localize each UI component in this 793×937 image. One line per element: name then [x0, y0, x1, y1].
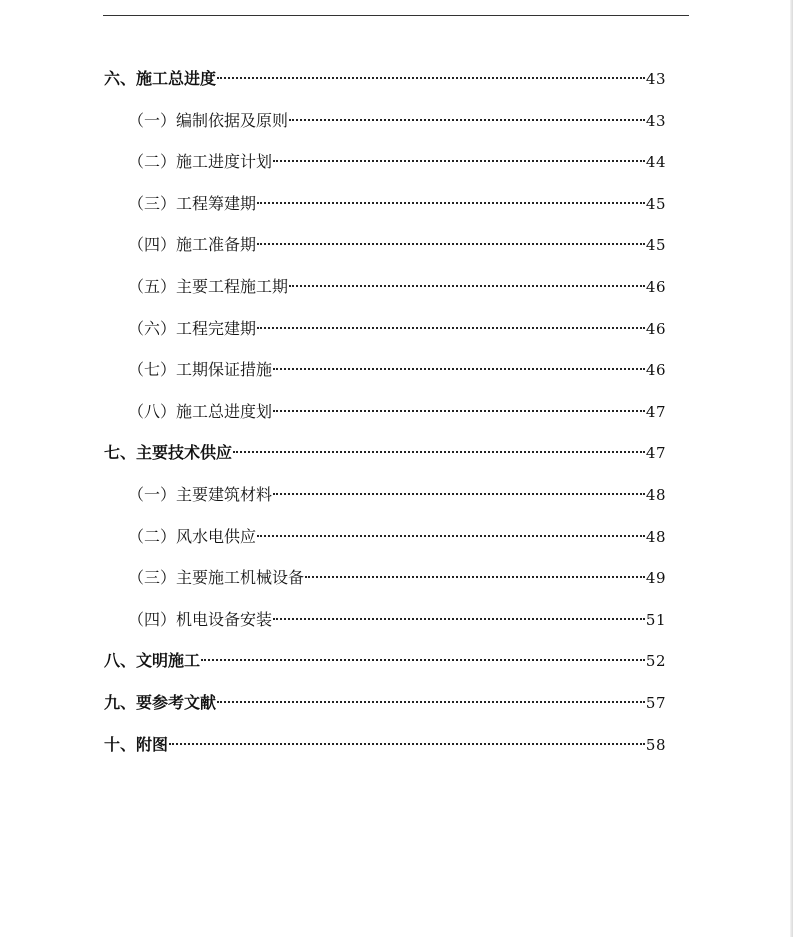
- toc-chapter-entry[interactable]: [104, 436, 666, 478]
- toc-section-entry[interactable]: [104, 187, 666, 229]
- toc-entry-label: （六）工程完建期: [128, 318, 257, 338]
- toc-section-entry[interactable]: [104, 145, 666, 187]
- toc-section-entry[interactable]: [104, 353, 666, 395]
- toc-section-entry[interactable]: [104, 520, 666, 562]
- toc-page-number: 48: [645, 527, 666, 546]
- toc-section-entry[interactable]: [104, 603, 666, 645]
- dot-leader: [289, 285, 645, 287]
- toc-page-number: 45: [645, 236, 666, 255]
- toc-page-number: 51: [645, 610, 666, 629]
- header-rule: [103, 15, 689, 16]
- dot-leader: [201, 659, 645, 661]
- toc-section-entry[interactable]: [104, 478, 666, 520]
- toc-page-number: 44: [645, 153, 666, 172]
- toc-section-entry[interactable]: [104, 395, 666, 437]
- toc-entry-label: （二）施工进度计划: [128, 152, 273, 172]
- toc-section-entry[interactable]: [104, 312, 666, 354]
- toc-chapter-entry[interactable]: [104, 686, 666, 728]
- dot-leader: [305, 576, 645, 578]
- toc-page-number: 45: [645, 194, 666, 213]
- dot-leader: [257, 202, 645, 204]
- toc-entry-label: 十、附图: [104, 734, 169, 754]
- toc-entry-label: （七）工期保证措施: [128, 360, 273, 380]
- toc-page-number: 43: [645, 111, 666, 130]
- toc-page-number: 47: [645, 444, 666, 463]
- dot-leader: [273, 618, 645, 620]
- toc-entry-label: （八）施工总进度划: [128, 401, 273, 421]
- dot-leader: [169, 743, 645, 745]
- dot-leader: [273, 493, 645, 495]
- toc-page-number: 49: [645, 569, 666, 588]
- toc-chapter-entry[interactable]: [104, 644, 666, 686]
- toc-entry-label: （一）主要建筑材料: [128, 484, 273, 504]
- dot-leader: [273, 410, 645, 412]
- dot-leader: [257, 327, 645, 329]
- toc-entry-label: （三）工程筹建期: [128, 193, 257, 213]
- toc-chapter-entry[interactable]: [104, 728, 666, 770]
- dot-leader: [273, 368, 645, 370]
- toc-entry-label: 八、文明施工: [104, 651, 201, 671]
- toc-entry-label: （二）风水电供应: [128, 526, 257, 546]
- toc-section-entry[interactable]: [104, 228, 666, 270]
- dot-leader: [217, 77, 645, 79]
- toc-entry-label: （一）编制依据及原则: [128, 110, 289, 130]
- toc-page-number: 43: [645, 70, 666, 88]
- toc-entry-label: 七、主要技术供应: [104, 443, 233, 463]
- toc-section-entry[interactable]: [104, 561, 666, 603]
- dot-leader: [217, 701, 645, 703]
- dot-leader: [233, 451, 645, 453]
- toc-entry-label: （四）机电设备安装: [128, 609, 273, 629]
- toc-chapter-entry[interactable]: [104, 62, 666, 104]
- toc-page-number: 57: [645, 693, 666, 712]
- dot-leader: [289, 119, 645, 121]
- toc-section-entry[interactable]: [104, 104, 666, 146]
- toc-entry-label: 九、要参考文献: [104, 692, 217, 712]
- toc-entry-label: （五）主要工程施工期: [128, 276, 289, 296]
- toc-page-number: 46: [645, 277, 666, 296]
- toc-section-entry[interactable]: [104, 270, 666, 312]
- toc-entry-label: （四）施工准备期: [128, 235, 257, 255]
- table-of-contents: [104, 62, 666, 769]
- toc-page-number: 46: [645, 361, 666, 380]
- toc-page-number: 52: [645, 652, 666, 671]
- toc-page-number: 46: [645, 319, 666, 338]
- dot-leader: [257, 535, 645, 537]
- dot-leader: [257, 243, 645, 245]
- toc-entry-label: 六、施工总进度: [104, 69, 217, 88]
- dot-leader: [273, 160, 645, 162]
- toc-page-number: 47: [645, 402, 666, 421]
- toc-page-number: 48: [645, 485, 666, 504]
- toc-page-number: 58: [645, 735, 666, 754]
- toc-entry-label: （三）主要施工机械设备: [128, 568, 305, 588]
